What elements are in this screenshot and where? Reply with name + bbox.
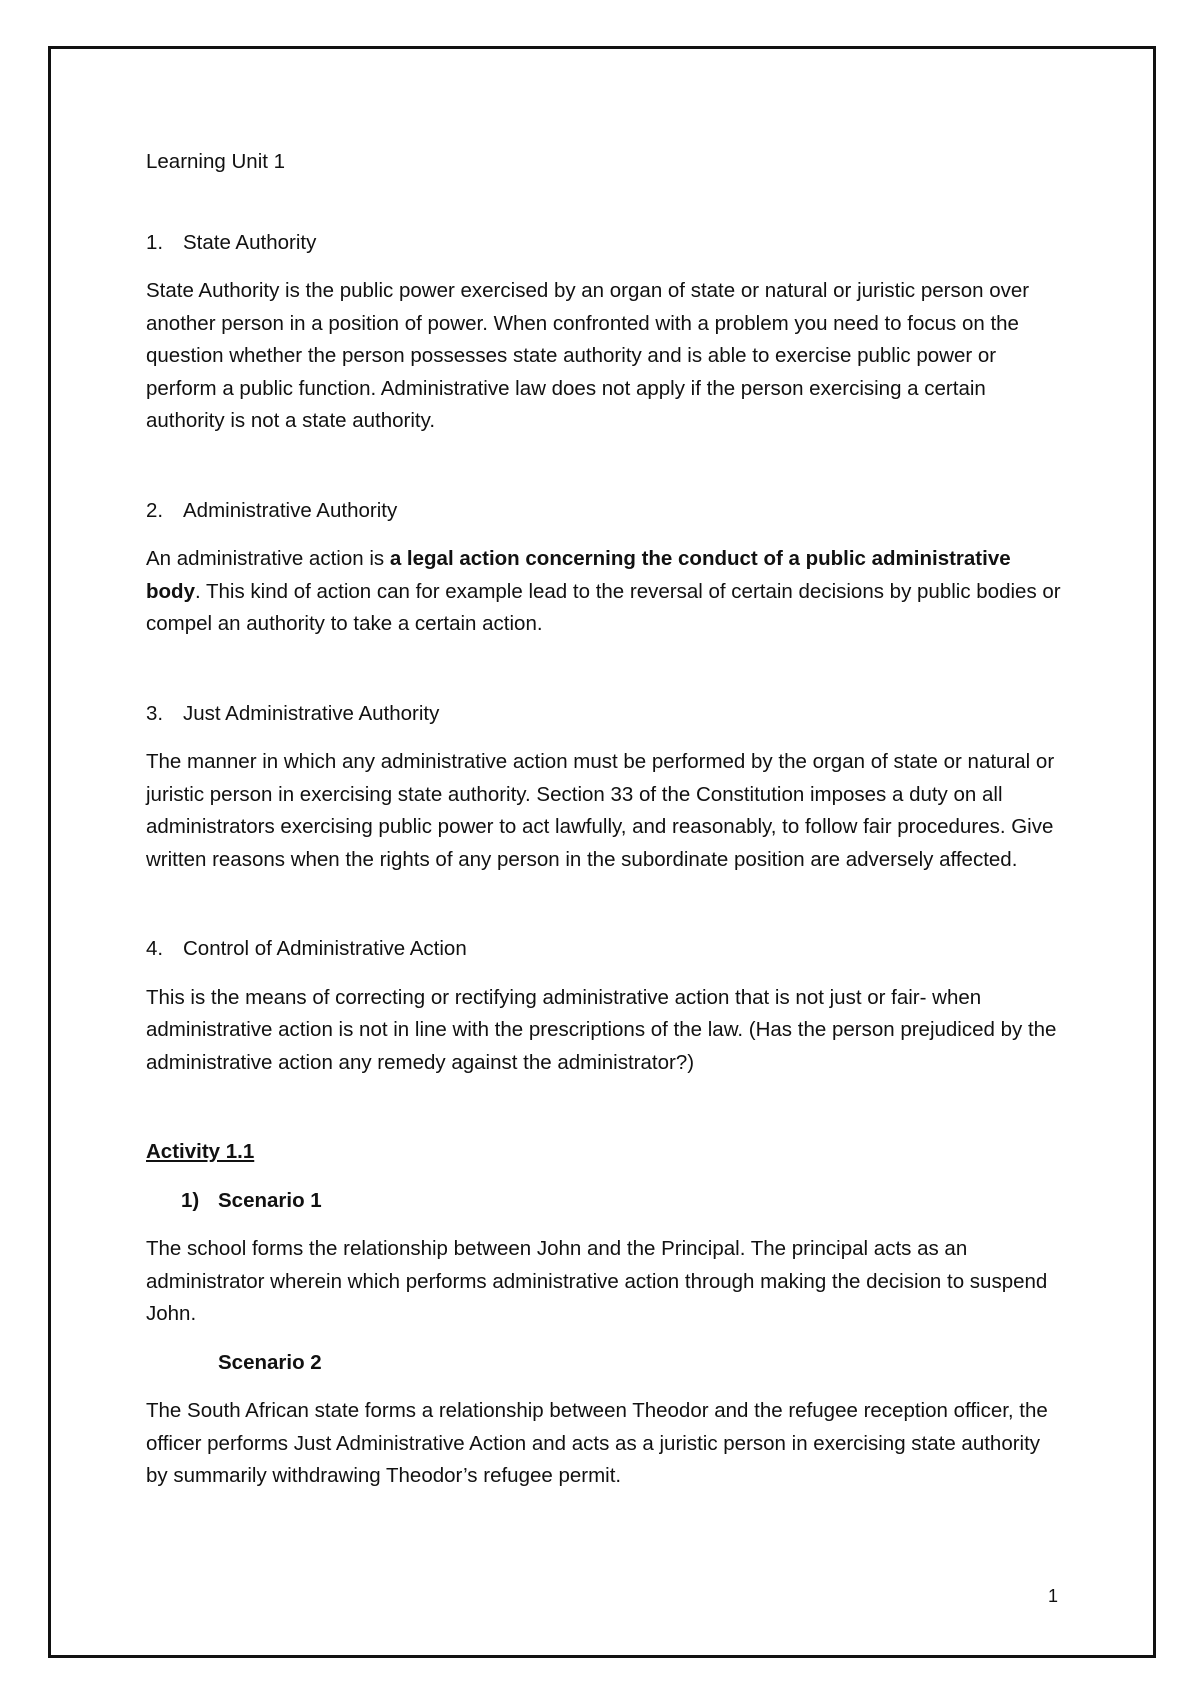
section-title: Administrative Authority — [183, 498, 398, 522]
section-number: 3. — [146, 701, 164, 725]
section-paragraph-state-authority: State Authority is the public power exercised by an organ of state or natural or juristic person over another person in a position of power. When confronted with a problem you need to focus on the question whether the person possesses state authority and is able to exercise public power or perform a public function. Administrative law does not apply if the person exercising a certain authority is not a state authority. — [146, 279, 1030, 432]
section-title: Control of Administrative Action — [183, 937, 467, 960]
section-title: State Authority — [183, 230, 317, 254]
document-content — [146, 146, 1066, 1509]
section-paragraph-control-of-administrative-action: This is the means of correcting or rectifying administrative action that is not just or fair- when administrative action is not in line with the prescriptions of the law. (Has the person prejudiced by the administrative action any remedy against the administrator?) — [146, 985, 1057, 1074]
bold-definition: a legal action concerning the conduct of a public administrative body — [146, 547, 1011, 603]
section-paragraph-just-administrative-authority: The manner in which any administrative action must be performed by the organ of state or natural or juristic person in exercising state authority. Section 33 of the Constitution imposes a duty on all administrators exercising public power to act lawfully, and reasonably, to follow fair procedures. Give written reasons when the rights of any person in the subordinate position are adversely affected. — [146, 750, 1055, 871]
scenario-number: 1) — [181, 1188, 200, 1212]
scenario-title: Scenario 1 — [218, 1188, 322, 1212]
section-heading-control-of-administrative-action — [146, 933, 1066, 966]
section-heading-administrative-authority — [146, 495, 1066, 528]
paragraph-text: . This kind of action can for example lead to the reversal of certain decisions by public bodies or compel an authority to take a certain action. — [146, 579, 1061, 635]
activity-title: Activity 1.1 — [146, 1140, 255, 1163]
scenario-1-paragraph: The school forms the relationship between John and the Principal. The principal acts as an administrator wherein which performs administrative action through making the decision to suspend John. — [146, 1237, 1048, 1325]
scenario-2-heading — [146, 1347, 1066, 1380]
section-number: 1. — [146, 230, 164, 254]
scenario-1-heading — [146, 1185, 1066, 1218]
unit-title: Learning Unit 1 — [146, 150, 286, 173]
paragraph-text: An administrative action is — [146, 547, 390, 570]
section-paragraph-administrative-authority — [146, 543, 1066, 641]
section-heading-just-administrative-authority — [146, 698, 1066, 731]
page-number: 1 — [1048, 1586, 1059, 1606]
section-number: 2. — [146, 498, 164, 522]
scenario-2-paragraph: The South African state forms a relationship between Theodor and the refugee reception officer, the officer performs Just Administrative Action and acts as a juristic person in exercising state authority by summarily withdrawing Theodor’s refugee permit. — [146, 1399, 1048, 1487]
section-heading-state-authority — [146, 227, 1066, 260]
scenario-title: Scenario 2 — [218, 1350, 322, 1374]
section-number: 4. — [146, 937, 164, 960]
section-title: Just Administrative Authority — [183, 701, 440, 725]
